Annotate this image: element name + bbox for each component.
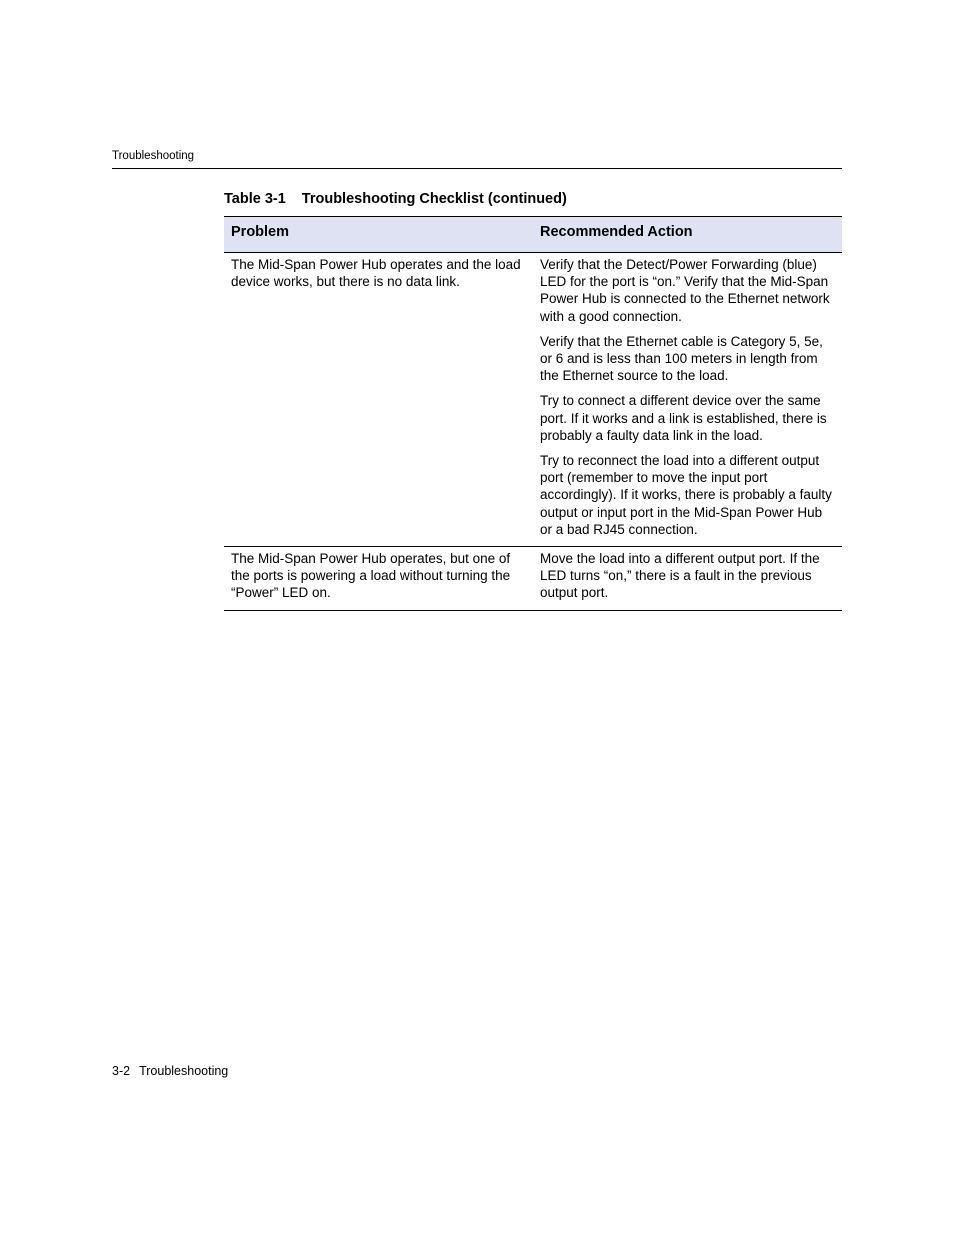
table-row	[224, 253, 842, 547]
footer-section: Troubleshooting	[139, 1064, 229, 1078]
table-header-row	[224, 217, 842, 253]
troubleshooting-table	[224, 216, 842, 611]
table-row	[224, 547, 842, 611]
table-caption	[224, 191, 567, 207]
running-footer	[112, 1064, 228, 1078]
table-caption-number: Table 3-1	[224, 191, 286, 207]
page-number: 3-2	[112, 1064, 131, 1078]
header-rule	[112, 168, 842, 169]
problem-cell: The Mid-Span Power Hub operates, but one of the ports is powering a load without turning the “Power” LED on.	[224, 547, 533, 611]
column-header-problem: Problem	[224, 217, 533, 253]
column-header-recommended-action: Recommended Action	[533, 217, 842, 253]
table-caption-title: Troubleshooting Checklist (continued)	[301, 191, 567, 207]
action-cell	[533, 253, 842, 547]
running-header: Troubleshooting	[112, 150, 195, 162]
action-paragraph: Move the load into a different output port. If the LED turns “on,” there is a fault in the previous output port.	[540, 551, 820, 601]
action-paragraph: Try to connect a different device over the same port. If it works and a link is established, there is probably a faulty data link in the load.	[540, 393, 827, 443]
action-paragraph: Try to reconnect the load into a different output port (remember to move the input port accordingly). If it works, there is probably a faulty output or input port in the Mid-Span Power Hub or a bad RJ45 connection.	[540, 453, 832, 537]
action-paragraph: Verify that the Ethernet cable is Category 5, 5e, or 6 and is less than 100 meters in length from the Ethernet source to the load.	[540, 333, 823, 384]
action-paragraph: Verify that the Detect/Power Forwarding (blue) LED for the port is “on.” Verify that the Mid-Span Power Hub is connected to the Ethernet network with a good connection.	[540, 257, 830, 324]
action-cell	[533, 547, 842, 611]
problem-cell: The Mid-Span Power Hub operates and the load device works, but there is no data link.	[224, 253, 533, 547]
